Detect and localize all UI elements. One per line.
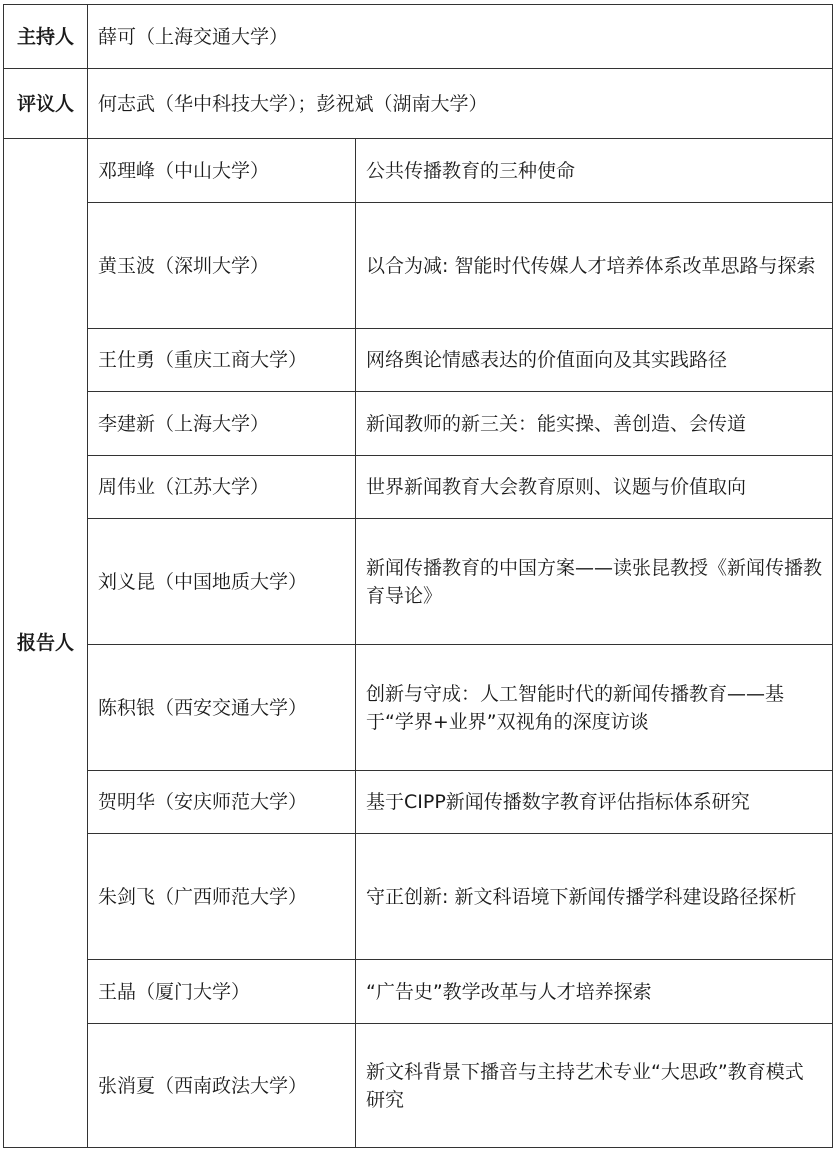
speaker-name: 李建新（上海大学） (88, 392, 356, 456)
table-row (4, 960, 833, 1024)
host-label: 主持人 (4, 5, 88, 69)
speaker-name: 陈积银（西安交通大学） (88, 645, 356, 771)
speaker-name: 王晶（厦门大学） (88, 960, 356, 1024)
host-name: 薛可（上海交通大学） (88, 5, 833, 69)
report-title: 新闻传播教育的中国方案——读张昆教授《新闻传播教育导论》 (356, 519, 833, 645)
report-title: 世界新闻教育大会教育原则、议题与价值取向 (356, 456, 833, 519)
table-row (4, 519, 833, 645)
discussant-names: 何志武（华中科技大学）；彭祝斌（湖南大学） (88, 69, 833, 139)
speaker-name: 周伟业（江苏大学） (88, 456, 356, 519)
speaker-name: 张消夏（西南政法大学） (88, 1024, 356, 1148)
table-row (4, 139, 833, 203)
table-row (4, 203, 833, 329)
discussant-label: 评议人 (4, 69, 88, 139)
speaker-name: 贺明华（安庆师范大学） (88, 771, 356, 834)
report-title: 守正创新: 新文科语境下新闻传播学科建设路径探析 (356, 834, 833, 960)
table-row (4, 329, 833, 392)
report-title: 公共传播教育的三种使命 (356, 139, 833, 203)
speaker-name: 王仕勇（重庆工商大学） (88, 329, 356, 392)
schedule-table (3, 4, 833, 1148)
table-row (4, 645, 833, 771)
report-title: 以合为减: 智能时代传媒人才培养体系改革思路与探索 (356, 203, 833, 329)
report-title: 基于CIPP新闻传播数字教育评估指标体系研究 (356, 771, 833, 834)
speaker-name: 邓理峰（中山大学） (88, 139, 356, 203)
speaker-name: 刘义昆（中国地质大学） (88, 519, 356, 645)
report-title: “广告史”教学改革与人才培养探索 (356, 960, 833, 1024)
speaker-name: 朱剑飞（广西师范大学） (88, 834, 356, 960)
table-row (4, 456, 833, 519)
table-row (4, 771, 833, 834)
discussant-row (4, 69, 833, 139)
table-row (4, 1024, 833, 1148)
report-title: 新闻教师的新三关：能实操、善创造、会传道 (356, 392, 833, 456)
speaker-label: 报告人 (4, 139, 88, 1148)
host-row (4, 5, 833, 69)
report-title: 网络舆论情感表达的价值面向及其实践路径 (356, 329, 833, 392)
speaker-name: 黄玉波（深圳大学） (88, 203, 356, 329)
table-row (4, 834, 833, 960)
report-title: 新文科背景下播音与主持艺术专业“大思政”教育模式研究 (356, 1024, 833, 1148)
table-row (4, 392, 833, 456)
report-title: 创新与守成：人工智能时代的新闻传播教育——基于“学界+业界”双视角的深度访谈 (356, 645, 833, 771)
